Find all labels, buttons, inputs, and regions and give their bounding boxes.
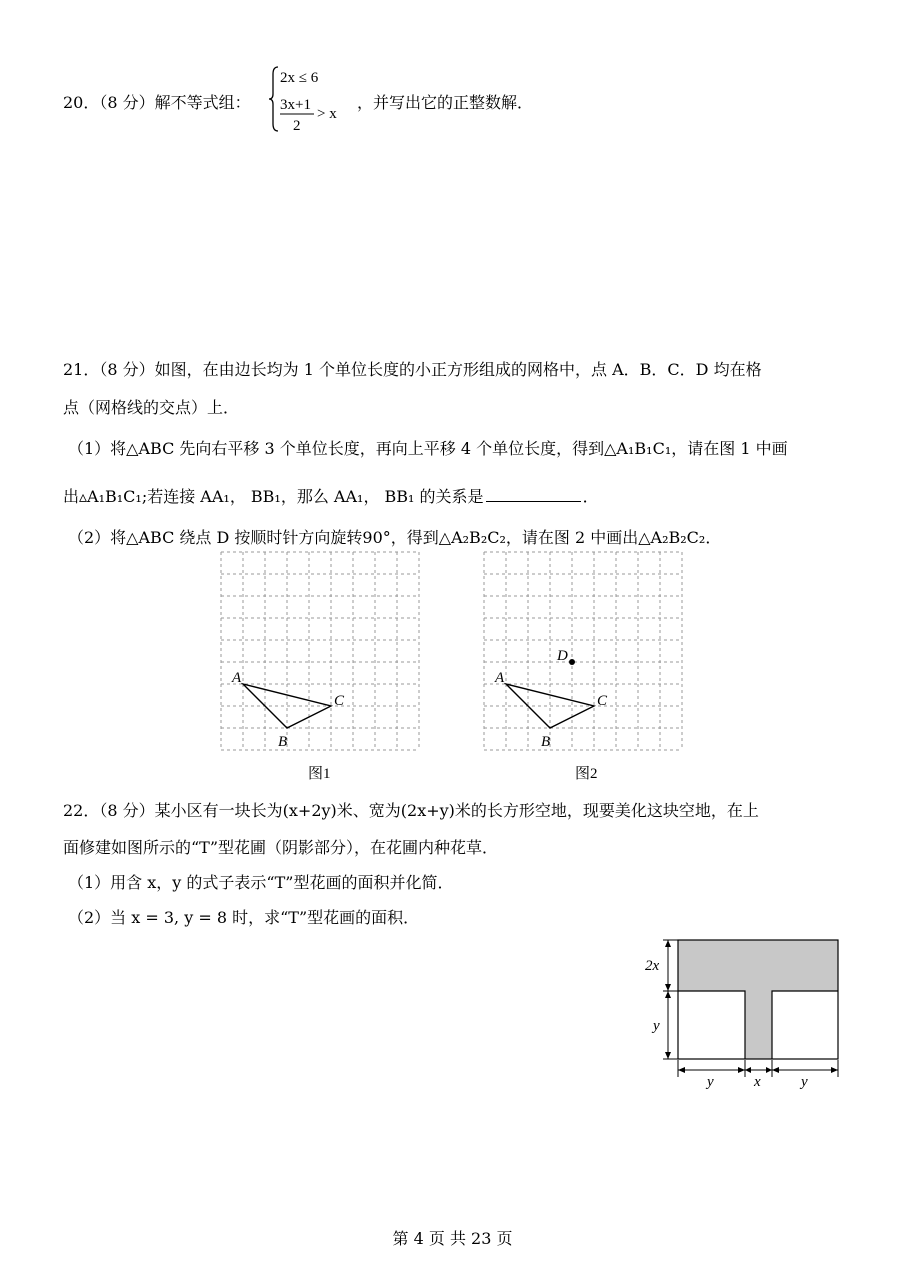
label-a: A <box>495 670 505 686</box>
q21-line2: 点（网格线的交点）上． <box>63 398 240 417</box>
q20-ineq2-denominator: 2 <box>293 118 301 134</box>
q21-line1: 21．（8 分）如图，在由边长均为 1 个单位长度的小正方形组成的网格中，点 A．B．C．D 均在格 <box>63 360 762 379</box>
q22-t-figure <box>635 930 850 1090</box>
q20-ineq2-numerator: 3x+1 <box>280 97 311 113</box>
grid <box>484 552 682 750</box>
grid <box>221 552 419 750</box>
q21-figure1 <box>210 550 440 785</box>
figure2-caption: 图2 <box>575 766 598 782</box>
dim-2x: 2x <box>645 958 660 974</box>
point-d <box>569 659 575 665</box>
t-stem-shaded <box>745 991 772 1059</box>
answer-blank <box>486 501 581 502</box>
dim-y-bottom-right: y <box>801 1074 808 1090</box>
left-brace-icon <box>269 67 278 131</box>
q20-inequality-system <box>268 62 358 137</box>
q20-prompt: 20．（8 分）解不等式组： <box>63 93 251 112</box>
figure1-caption: 图1 <box>308 766 331 782</box>
q22-part1: （1）用含 x，y 的式子表示“T”型花画的面积并化简． <box>68 873 454 892</box>
q21-part2: （2）将△ABC 绕点 D 按顺时针方向旋转90°，得到△A₂B₂C₂，请在图 2 中画出△A₂B₂C₂． <box>68 528 722 547</box>
dim-x-bottom: x <box>754 1074 761 1090</box>
dim-y-bottom-left: y <box>707 1074 714 1090</box>
page-footer: 第 4 页 共 23 页 <box>392 1229 513 1248</box>
label-b: B <box>278 734 288 750</box>
q22-line1: 22．（8 分）某小区有一块长为(x+2y)米、宽为(2x+y)米的长方形空地，现要美化这块空地，在上 <box>63 801 759 820</box>
q21-figure2 <box>473 550 703 785</box>
label-c: C <box>597 693 608 709</box>
label-c: C <box>334 693 345 709</box>
q22-line2: 面修建如图所示的“T”型花圃（阴影部分），在花圃内种花草． <box>63 838 499 857</box>
q20-ineq1: 2x ≤ 6 <box>280 70 319 86</box>
label-b: B <box>541 734 551 750</box>
q22-part2: （2）当 x = 3, y = 8 时，求“T”型花画的面积． <box>68 908 420 927</box>
dim-y-left: y <box>653 1018 660 1034</box>
q20-tail: ，并写出它的正整数解． <box>357 93 534 112</box>
q21-part1-line1: （1）将△ABC 先向右平移 3 个单位长度，再向上平移 4 个单位长度，得到△A₁B₁C₁，请在图 1 中画 <box>68 439 788 458</box>
t-top-shaded <box>678 940 838 991</box>
label-d: D <box>557 648 568 664</box>
q21-part1-line2: 出▵A₁B₁C₁;若连接 AA₁， BB₁，那么 AA₁， BB₁ 的关系是 ． <box>63 487 599 506</box>
label-a: A <box>232 670 242 686</box>
q20-ineq2-rhs: > x <box>317 106 337 122</box>
